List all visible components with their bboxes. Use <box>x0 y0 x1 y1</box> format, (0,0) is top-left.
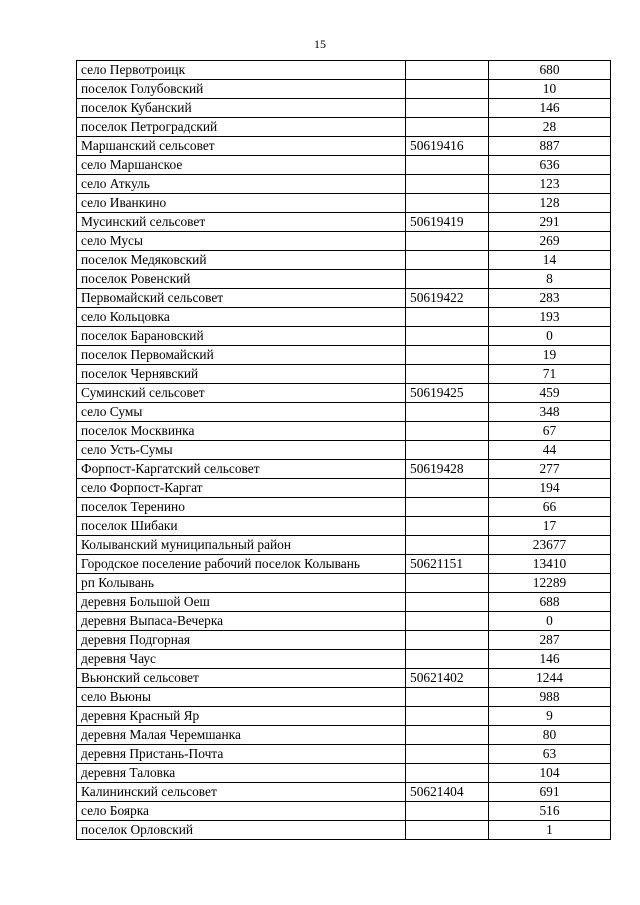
table-row <box>77 574 611 593</box>
cell-value: 14 <box>489 251 611 270</box>
table-row <box>77 517 611 536</box>
cell-value: 146 <box>489 650 611 669</box>
cell-code <box>406 327 489 346</box>
cell-name: деревня Чаус <box>77 650 406 669</box>
table-row <box>77 365 611 384</box>
cell-value: 636 <box>489 156 611 175</box>
cell-value: 988 <box>489 688 611 707</box>
cell-value: 28 <box>489 118 611 137</box>
cell-value: 287 <box>489 631 611 650</box>
table-row <box>77 403 611 422</box>
table-row <box>77 650 611 669</box>
cell-code <box>406 403 489 422</box>
cell-code <box>406 194 489 213</box>
table-row <box>77 156 611 175</box>
cell-value: 1244 <box>489 669 611 688</box>
cell-name: село Мусы <box>77 232 406 251</box>
cell-code <box>406 517 489 536</box>
cell-value: 277 <box>489 460 611 479</box>
cell-name: Колыванский муниципальный район <box>77 536 406 555</box>
cell-name: поселок Орловский <box>77 821 406 840</box>
table-row <box>77 194 611 213</box>
cell-code <box>406 593 489 612</box>
table-row <box>77 745 611 764</box>
cell-name: поселок Медяковский <box>77 251 406 270</box>
cell-value: 44 <box>489 441 611 460</box>
cell-code <box>406 631 489 650</box>
cell-name: деревня Большой Оеш <box>77 593 406 612</box>
table-row <box>77 460 611 479</box>
cell-value: 67 <box>489 422 611 441</box>
cell-code <box>406 479 489 498</box>
cell-name: село Кольцовка <box>77 308 406 327</box>
table-row <box>77 707 611 726</box>
cell-value: 13410 <box>489 555 611 574</box>
cell-code <box>406 821 489 840</box>
cell-value: 193 <box>489 308 611 327</box>
cell-value: 12289 <box>489 574 611 593</box>
table-row <box>77 593 611 612</box>
cell-code <box>406 232 489 251</box>
cell-value: 887 <box>489 137 611 156</box>
table-row <box>77 99 611 118</box>
cell-name: село Боярка <box>77 802 406 821</box>
cell-name: село Усть-Сумы <box>77 441 406 460</box>
cell-name: деревня Выпаса-Вечерка <box>77 612 406 631</box>
cell-value: 146 <box>489 99 611 118</box>
cell-code <box>406 308 489 327</box>
cell-value: 459 <box>489 384 611 403</box>
cell-name: поселок Петроградский <box>77 118 406 137</box>
cell-value: 291 <box>489 213 611 232</box>
table-row <box>77 726 611 745</box>
table-row <box>77 688 611 707</box>
cell-code <box>406 726 489 745</box>
cell-name: Городское поселение рабочий поселок Колывань <box>77 555 406 574</box>
cell-code: 50619425 <box>406 384 489 403</box>
cell-value: 71 <box>489 365 611 384</box>
cell-name: Первомайский сельсовет <box>77 289 406 308</box>
table-row <box>77 764 611 783</box>
cell-value: 691 <box>489 783 611 802</box>
table-row <box>77 498 611 517</box>
table-row <box>77 137 611 156</box>
cell-code <box>406 422 489 441</box>
cell-code <box>406 688 489 707</box>
table-row <box>77 289 611 308</box>
cell-value: 80 <box>489 726 611 745</box>
cell-value: 194 <box>489 479 611 498</box>
table-body <box>77 61 611 840</box>
cell-code <box>406 251 489 270</box>
cell-code <box>406 61 489 80</box>
table-row <box>77 821 611 840</box>
cell-code: 50621151 <box>406 555 489 574</box>
cell-code <box>406 764 489 783</box>
cell-code <box>406 99 489 118</box>
cell-name: село Аткуль <box>77 175 406 194</box>
cell-code <box>406 346 489 365</box>
cell-code: 50619428 <box>406 460 489 479</box>
cell-code <box>406 707 489 726</box>
cell-value: 10 <box>489 80 611 99</box>
cell-code <box>406 745 489 764</box>
cell-code <box>406 365 489 384</box>
cell-name: поселок Москвинка <box>77 422 406 441</box>
table-row <box>77 631 611 650</box>
cell-value: 66 <box>489 498 611 517</box>
cell-name: Калининский сельсовет <box>77 783 406 802</box>
cell-value: 269 <box>489 232 611 251</box>
table-row <box>77 783 611 802</box>
cell-value: 104 <box>489 764 611 783</box>
cell-code <box>406 612 489 631</box>
cell-value: 680 <box>489 61 611 80</box>
table-row <box>77 384 611 403</box>
cell-value: 0 <box>489 612 611 631</box>
cell-code <box>406 441 489 460</box>
cell-name: село Иванкино <box>77 194 406 213</box>
cell-value: 128 <box>489 194 611 213</box>
cell-name: поселок Теренино <box>77 498 406 517</box>
cell-name: Маршанский сельсовет <box>77 137 406 156</box>
cell-code: 50619419 <box>406 213 489 232</box>
cell-code <box>406 574 489 593</box>
cell-code <box>406 270 489 289</box>
cell-value: 283 <box>489 289 611 308</box>
cell-value: 688 <box>489 593 611 612</box>
cell-code <box>406 498 489 517</box>
table-row <box>77 61 611 80</box>
cell-name: Суминский сельсовет <box>77 384 406 403</box>
cell-value: 123 <box>489 175 611 194</box>
cell-code: 50619422 <box>406 289 489 308</box>
cell-name: поселок Голубовский <box>77 80 406 99</box>
cell-code <box>406 175 489 194</box>
cell-code: 50619416 <box>406 137 489 156</box>
cell-name: село Форпост-Каргат <box>77 479 406 498</box>
cell-code: 50621402 <box>406 669 489 688</box>
cell-name: рп Колывань <box>77 574 406 593</box>
cell-value: 8 <box>489 270 611 289</box>
cell-name: село Сумы <box>77 403 406 422</box>
cell-code <box>406 536 489 555</box>
cell-name: поселок Чернявский <box>77 365 406 384</box>
table-row <box>77 802 611 821</box>
cell-name: деревня Таловка <box>77 764 406 783</box>
cell-name: поселок Шибаки <box>77 517 406 536</box>
table-row <box>77 346 611 365</box>
cell-name: поселок Ровенский <box>77 270 406 289</box>
cell-name: деревня Подгорная <box>77 631 406 650</box>
cell-name: поселок Первомайский <box>77 346 406 365</box>
cell-value: 17 <box>489 517 611 536</box>
cell-name: деревня Пристань-Почта <box>77 745 406 764</box>
cell-name: деревня Красный Яр <box>77 707 406 726</box>
cell-name: Вьюнский сельсовет <box>77 669 406 688</box>
population-table <box>76 60 611 840</box>
table-row <box>77 479 611 498</box>
table-row <box>77 422 611 441</box>
cell-value: 348 <box>489 403 611 422</box>
table-row <box>77 213 611 232</box>
cell-name: Форпост-Каргатский сельсовет <box>77 460 406 479</box>
table-row <box>77 669 611 688</box>
cell-value: 1 <box>489 821 611 840</box>
cell-value: 23677 <box>489 536 611 555</box>
cell-name: село Первотроицк <box>77 61 406 80</box>
table-row <box>77 308 611 327</box>
table-row <box>77 270 611 289</box>
cell-code <box>406 802 489 821</box>
cell-name: поселок Кубанский <box>77 99 406 118</box>
cell-name: село Маршанское <box>77 156 406 175</box>
table-row <box>77 175 611 194</box>
table-row <box>77 555 611 574</box>
cell-value: 516 <box>489 802 611 821</box>
page-number: 15 <box>314 37 326 51</box>
table-row <box>77 612 611 631</box>
table-row <box>77 80 611 99</box>
cell-code <box>406 156 489 175</box>
table-row <box>77 251 611 270</box>
table-row <box>77 232 611 251</box>
cell-name: поселок Барановский <box>77 327 406 346</box>
cell-value: 0 <box>489 327 611 346</box>
cell-name: село Вьюны <box>77 688 406 707</box>
cell-name: деревня Малая Черемшанка <box>77 726 406 745</box>
cell-code <box>406 80 489 99</box>
cell-code <box>406 118 489 137</box>
cell-value: 19 <box>489 346 611 365</box>
table-row <box>77 441 611 460</box>
cell-code <box>406 650 489 669</box>
cell-value: 63 <box>489 745 611 764</box>
table-row <box>77 118 611 137</box>
cell-code: 50621404 <box>406 783 489 802</box>
table-row <box>77 536 611 555</box>
table-row <box>77 327 611 346</box>
cell-value: 9 <box>489 707 611 726</box>
cell-name: Мусинский сельсовет <box>77 213 406 232</box>
